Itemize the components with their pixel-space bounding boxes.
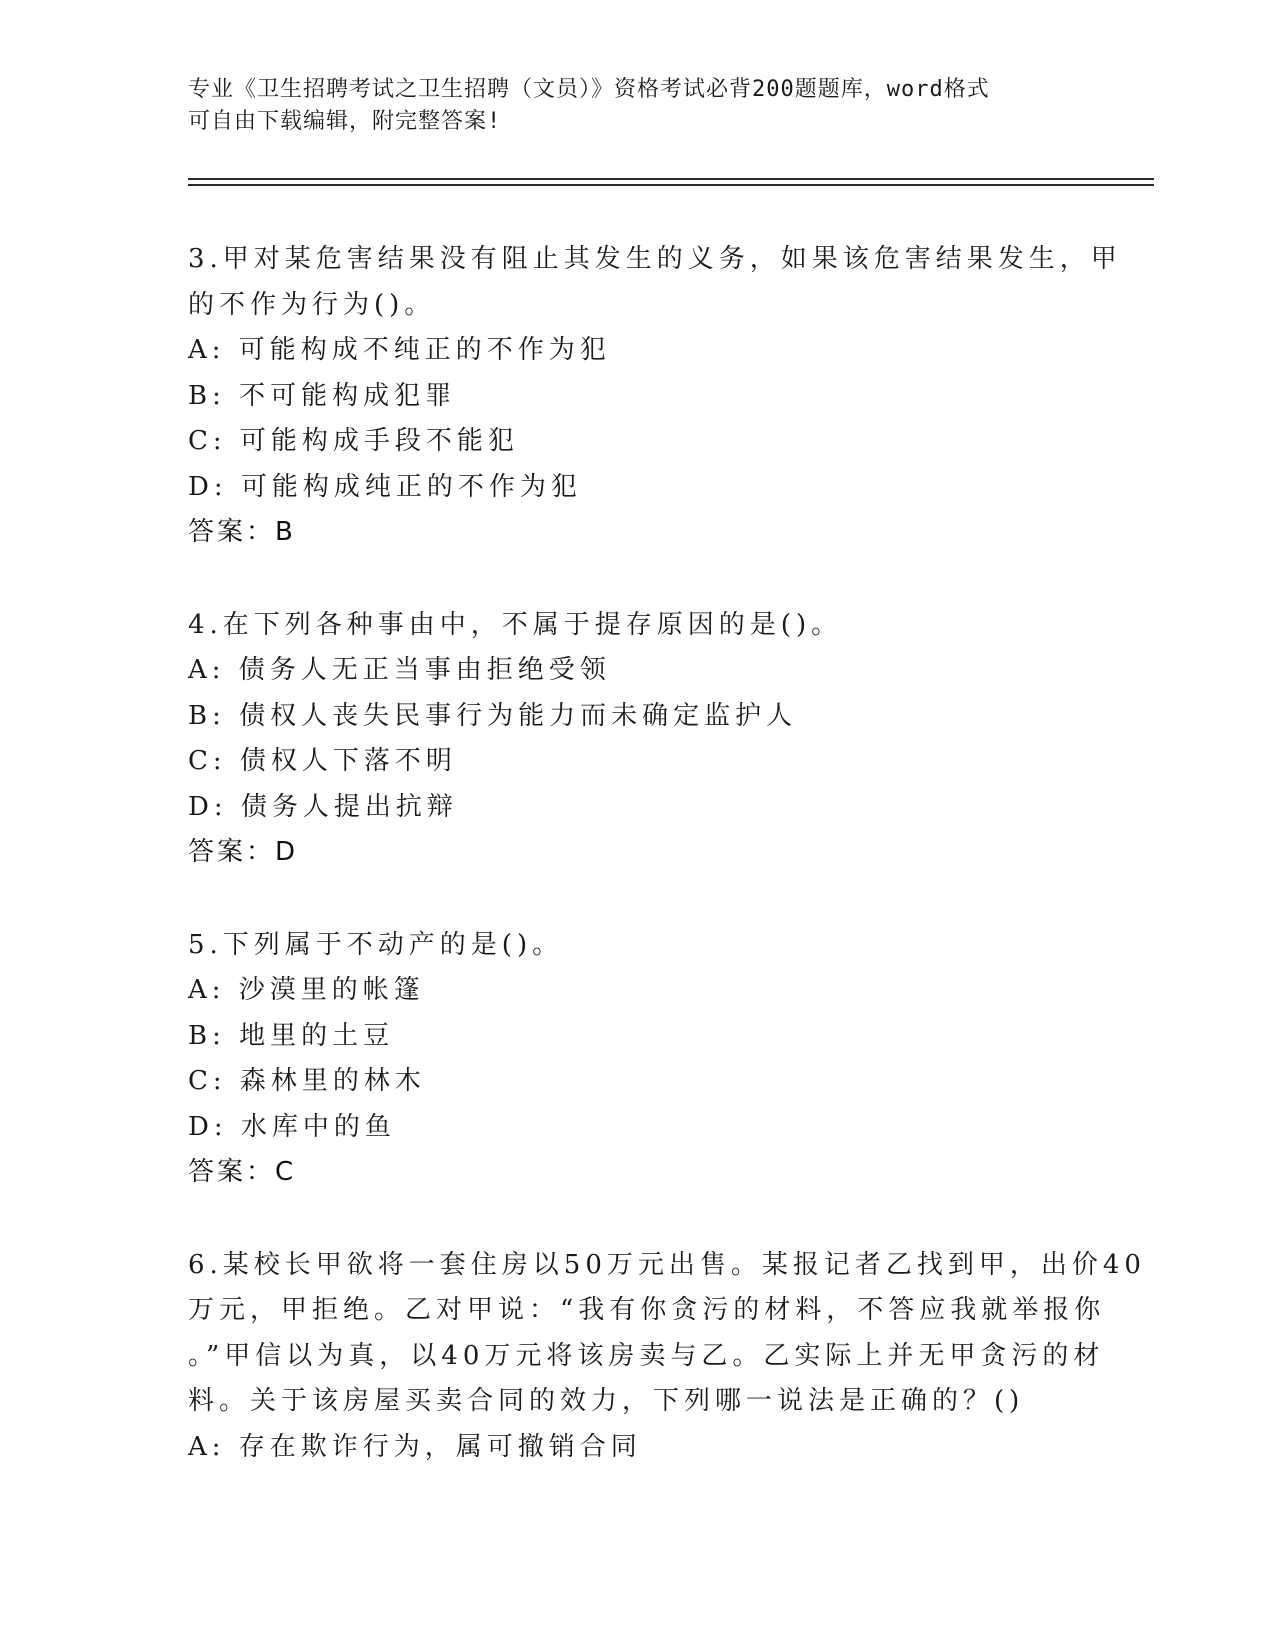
question-list: [188, 237, 1146, 1517]
option-d: D: 可能构成纯正的不作为犯: [188, 471, 582, 502]
question-stem-line: 料。关于该房屋买卖合同的效力，下列哪一说法是正确的？(): [188, 1386, 1025, 1416]
option-d: D: 水库中的鱼: [188, 1111, 396, 1142]
question-6: [188, 1243, 1146, 1471]
header-line-1: 专业《卫生招聘考试之卫生招聘（文员）》资格考试必背200题题库，word格式: [188, 77, 990, 102]
question-stem-line: 6.某校长甲欲将一套住房以50万元出售。某报记者乙找到甲，出价40: [188, 1249, 1146, 1280]
header-line-2: 可自由下载编辑，附完整答案!: [188, 109, 502, 134]
question-stem-line: 4.在下列各种事由中，不属于提存原因的是()。: [188, 609, 843, 640]
option-a: A: 可能构成不纯正的不作为犯: [188, 335, 611, 365]
question-4: [188, 603, 1088, 876]
option-b: B: 地里的土豆: [188, 1020, 395, 1051]
question-stem-line: 3.甲对某危害结果没有阻止其发生的义务，如果该危害结果发生，甲: [188, 244, 1122, 274]
option-b: B: 债权人丧失民事行为能力而未确定监护人: [188, 700, 798, 731]
option-c: C: 森林里的林木: [188, 1066, 426, 1096]
header-divider-top: [188, 178, 1154, 180]
question-stem-line: 的不作为行为()。: [188, 289, 436, 320]
answer-label: 答案：C: [188, 1157, 297, 1187]
document-header: [188, 74, 1088, 138]
question-3: [188, 237, 1122, 556]
option-c: C: 可能构成手段不能犯: [188, 426, 519, 456]
option-a: A: 存在欺诈行为，属可撤销合同: [188, 1431, 642, 1462]
question-stem-line: 。”甲信以为真，以40万元将该房卖与乙。乙实际上并无甲贪污的材: [188, 1340, 1105, 1371]
option-a: A: 沙漠里的帐篷: [188, 975, 425, 1005]
question-5: [188, 923, 1088, 1196]
option-a: A: 债务人无正当事由拒绝受领: [188, 655, 611, 685]
answer-label: 答案：D: [188, 837, 299, 867]
question-stem-line: 5.下列属于不动产的是()。: [188, 929, 564, 960]
header-divider-bottom: [188, 184, 1154, 186]
option-c: C: 债权人下落不明: [188, 746, 457, 776]
option-d: D: 债务人提出抗辩: [188, 791, 458, 822]
question-stem-line: 万元，甲拒绝。乙对甲说：“我有你贪污的材料，不答应我就举报你: [188, 1295, 1106, 1325]
option-b: B: 不可能构成犯罪: [188, 380, 457, 411]
answer-label: 答案：B: [188, 517, 296, 547]
